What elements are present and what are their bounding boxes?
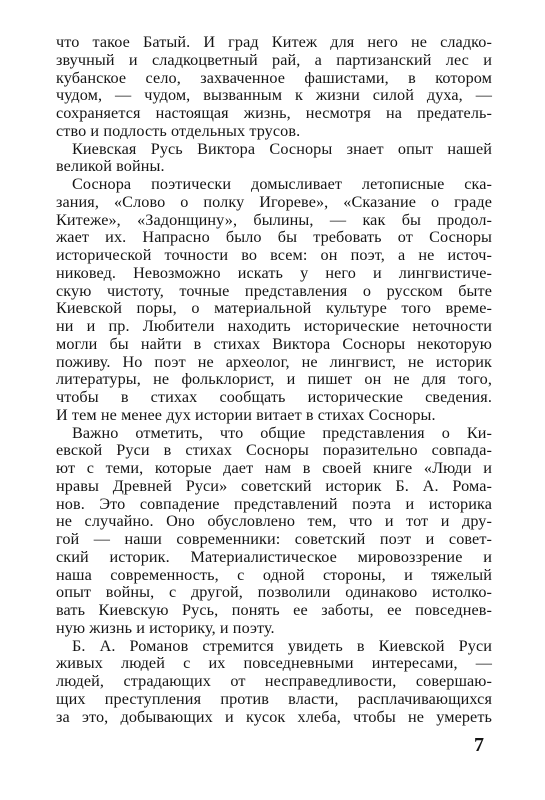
text-line: не случайно. Оно обусловлено тем, что и тот и дру- <box>56 512 492 531</box>
text-line: нравы Древней Руси» советский историк Б. А. Рома- <box>56 476 492 495</box>
text-line: кубанское село, захваченное фашистами, в котором <box>56 68 492 87</box>
text-line: живых людей с их повседневными интересами, — <box>56 654 492 673</box>
text-line: Важно отметить, что общие представления о Ки- <box>72 423 492 442</box>
text-line: ют с теми, которые дает нам в своей книге «Люди и <box>56 459 492 477</box>
text-line: что такое Батый. И град Китеж для него не сладко- <box>56 33 492 51</box>
text-line: евской Руси в стихах Сосноры поразительно совпада- <box>56 441 492 460</box>
text-line: И тем не менее дух истории витает в стихах Сосноры. <box>56 405 436 424</box>
text-line: опыт войны, с другой, позволили одинаково истолко- <box>56 583 492 602</box>
text-line: Китеже», «Задонщину», былины, — как бы продол- <box>56 210 492 229</box>
text-line: щих преступления против власти, расплачивающихся <box>56 689 492 708</box>
text-line: великой войны. <box>56 157 165 176</box>
text-line: ную жизнь и историку, и поэту. <box>56 618 275 637</box>
text-line: могли бы найти в стихах Виктора Сосноры некоторую <box>56 334 492 353</box>
text-line: наша современность, с одной стороны, и тяжелый <box>56 565 492 584</box>
text-line: ский историк. Материалистическое мировоззрение и <box>56 547 492 566</box>
text-line: Киевской поры, о материальной культуре того време- <box>56 299 492 318</box>
text-line: за это, добывающих и кусок хлеба, чтобы не умереть <box>56 707 492 726</box>
text-line: Соснора поэтически домысливает летописные ска- <box>72 175 492 193</box>
text-line: чтобы в стихах сообщать исторические сведения. <box>56 388 492 406</box>
text-line: людей, страдающих от несправедливости, совершаю- <box>56 672 492 690</box>
text-line: зания, «Слово о полку Игореве», «Сказание о граде <box>56 192 492 211</box>
text-line: никовед. Невозможно искать у него и лингвистиче- <box>56 263 492 282</box>
text-line: жает их. Напрасно было бы требовать от Сосноры <box>56 228 492 247</box>
text-line: скую чистоту, точные представления о русском быте <box>56 281 492 300</box>
text-line: исторической точности во всем: он поэт, а не источ- <box>56 246 492 264</box>
text-line: нов. Это совпадение представлений поэта и историка <box>56 494 492 513</box>
page-number: 7 <box>474 734 484 756</box>
text-line: сохраняется настоящая жизнь, несмотря на предатель- <box>56 104 492 122</box>
text-line: поживу. Но поэт не археолог, не лингвист, не историк <box>56 352 492 371</box>
text-line: Б. А. Романов стремится увидеть в Киевской Руси <box>72 636 492 655</box>
text-line: гой — наши современники: советский поэт и совет- <box>56 530 492 548</box>
text-line: ни и пр. Любители находить исторические неточности <box>56 317 492 335</box>
text-line: литературы, не фольклорист, и пишет он не для того, <box>56 370 492 389</box>
text-line: чудом, — чудом, вызванным к жизни силой духа, — <box>56 86 492 105</box>
text-line: ство и подлость отдельных трусов. <box>56 121 301 140</box>
text-line: Киевская Русь Виктора Сосноры знает опыт нашей <box>72 139 492 158</box>
text-line: звучный и сладкоцветный рай, а партизанский лес и <box>56 50 492 69</box>
text-line: вать Киевскую Русь, понять ее заботы, ее повседнев- <box>56 601 492 619</box>
